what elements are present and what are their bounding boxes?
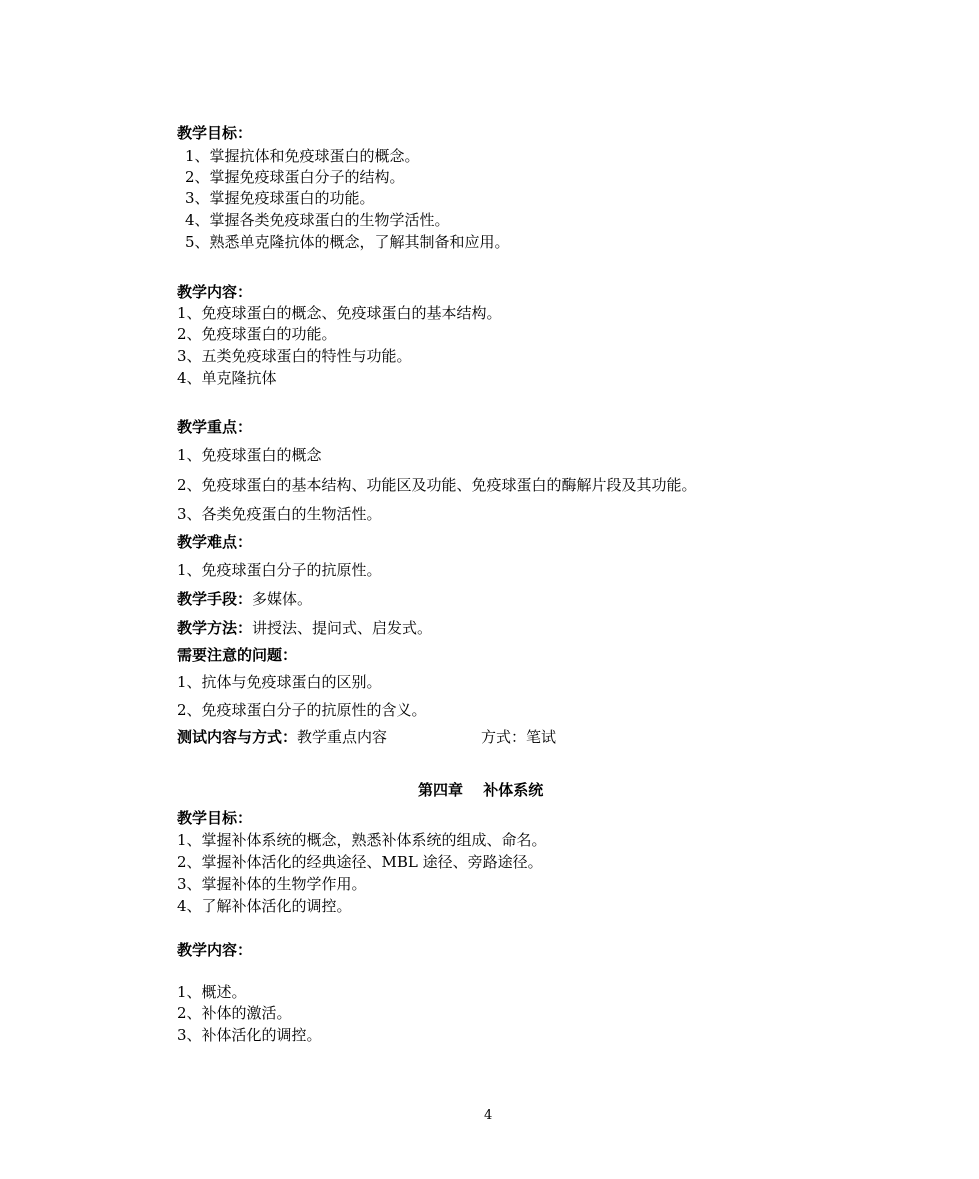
objectives-heading: 教学目标： bbox=[177, 124, 253, 142]
teaching-methods-label: 教学方法： bbox=[177, 619, 253, 637]
test-content bbox=[177, 728, 387, 746]
keypoint-item: 2、免疫球蛋白的基本结构、功能区及功能、免疫球蛋白的酶解片段及其功能。 bbox=[177, 476, 697, 494]
teaching-means bbox=[177, 590, 312, 608]
objective-item: 5、熟悉单克隆抗体的概念，了解其制备和应用。 bbox=[185, 233, 510, 251]
test-mode: 方式：笔试 bbox=[481, 728, 557, 746]
chapter4-content-heading: 教学内容： bbox=[177, 941, 253, 959]
chapter-title: 第四章 补体系统 bbox=[418, 781, 544, 799]
chapter4-content-item: 3、补体活化的调控。 bbox=[177, 1026, 322, 1044]
keypoint-item: 3、各类免疫蛋白的生物活性。 bbox=[177, 505, 382, 523]
chapter4-objective-item: 3、掌握补体的生物学作用。 bbox=[177, 875, 367, 893]
keypoint-item: 1、免疫球蛋白的概念 bbox=[177, 446, 322, 464]
keypoints-heading: 教学重点： bbox=[177, 418, 253, 436]
objective-item: 2、掌握免疫球蛋白分子的结构。 bbox=[185, 168, 405, 186]
teaching-methods-value: 讲授法、提问式、启发式。 bbox=[252, 619, 433, 637]
content-item: 1、免疫球蛋白的概念、免疫球蛋白的基本结构。 bbox=[177, 304, 502, 322]
page-number: 4 bbox=[484, 1108, 493, 1123]
content-heading: 教学内容： bbox=[177, 283, 253, 301]
chapter4-objective-item: 2、掌握补体活化的经典途径、MBL 途径、旁路途径。 bbox=[177, 853, 543, 871]
chapter4-objective-item: 1、掌握补体系统的概念，熟悉补体系统的组成、命名。 bbox=[177, 831, 547, 849]
test-label: 测试内容与方式： bbox=[177, 728, 298, 746]
issue-item: 2、免疫球蛋白分子的抗原性的含义。 bbox=[177, 701, 427, 719]
chapter4-objective-item: 4、了解补体活化的调控。 bbox=[177, 897, 352, 915]
issue-item: 1、抗体与免疫球蛋白的区别。 bbox=[177, 673, 382, 691]
difficulty-item: 1、免疫球蛋白分子的抗原性。 bbox=[177, 561, 382, 579]
content-item: 2、免疫球蛋白的功能。 bbox=[177, 325, 337, 343]
chapter4-content-item: 2、补体的激活。 bbox=[177, 1004, 292, 1022]
difficulties-heading: 教学难点： bbox=[177, 533, 253, 551]
chapter4-objectives-heading: 教学目标： bbox=[177, 809, 253, 827]
content-item: 3、五类免疫球蛋白的特性与功能。 bbox=[177, 347, 412, 365]
content-item: 4、单克隆抗体 bbox=[177, 369, 277, 387]
objective-item: 3、掌握免疫球蛋白的功能。 bbox=[185, 189, 375, 207]
chapter4-content-item: 1、概述。 bbox=[177, 983, 247, 1001]
test-value: 教学重点内容 bbox=[297, 728, 388, 746]
teaching-means-label: 教学手段： bbox=[177, 590, 253, 608]
teaching-methods bbox=[177, 619, 432, 637]
issues-heading: 需要注意的问题： bbox=[177, 646, 298, 664]
objective-item: 4、掌握各类免疫球蛋白的生物学活性。 bbox=[185, 211, 450, 229]
teaching-means-value: 多媒体。 bbox=[252, 590, 313, 608]
objective-item: 1、掌握抗体和免疫球蛋白的概念。 bbox=[185, 147, 420, 165]
